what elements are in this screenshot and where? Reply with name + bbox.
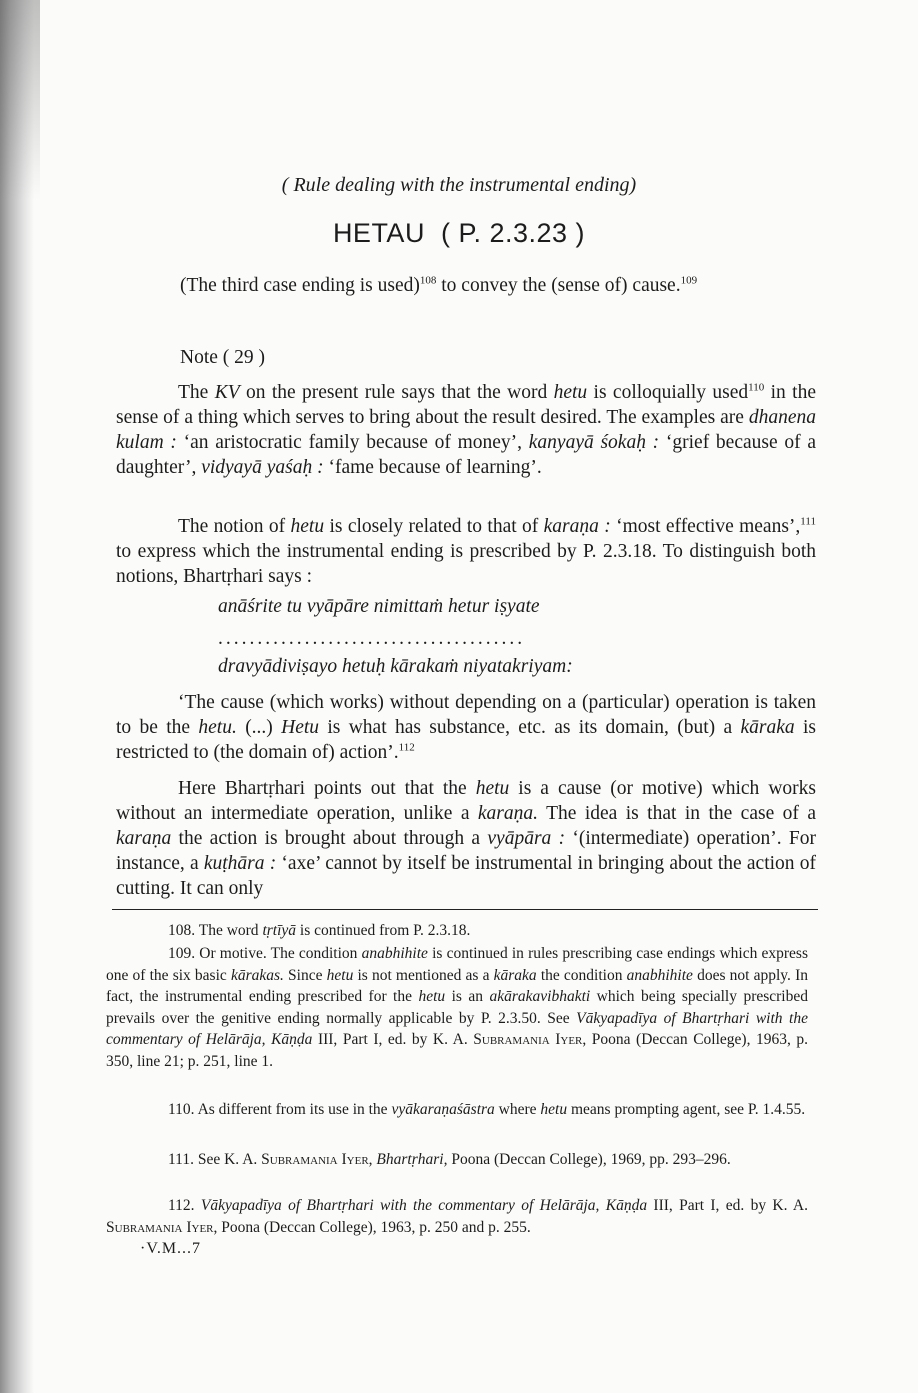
text: the action is brought about through a — [171, 828, 488, 849]
footnote-ref-109: 109 — [680, 274, 698, 287]
text: is continued from P. 2.3.18. — [296, 922, 471, 939]
author-name: Subramania Iyer, — [261, 1151, 373, 1168]
emph: hetu — [418, 988, 446, 1005]
title-text: HETAU — [332, 218, 425, 248]
footnote-ref-108: 108 — [419, 274, 437, 287]
emph: akārakavibhakti — [489, 988, 591, 1005]
example: vidyayā yaśaḥ : — [201, 457, 324, 478]
rule-definition — [180, 273, 756, 298]
text: Poona (Deccan College), 1963, p. 250 and p. 255. — [217, 1218, 531, 1236]
emph: karaṇa. — [477, 803, 539, 824]
footnote-ref-112: 112 — [398, 741, 415, 754]
footnote-ref-111: 111 — [800, 515, 816, 528]
footnote-number: 111. — [168, 1151, 194, 1168]
text: means prompting agent, see P. 1.4.55. — [567, 1101, 806, 1118]
text: ‘grief because of a daughter’, — [116, 432, 816, 478]
author-name: Subramania Iyer, — [106, 1218, 218, 1236]
emph: anabhihite — [361, 945, 428, 962]
text: to express which the instrumental ending is prescribed by P. 2.3.18. To distinguish both notions, Bhartṛhari says : — [116, 541, 816, 587]
signature-mark: ·V.M...7 — [140, 1240, 202, 1257]
footnote-number: 109. — [168, 945, 196, 962]
footnote-number: 108. — [168, 922, 196, 939]
footnote-ref-110: 110 — [748, 381, 765, 394]
text: is restricted to (the domain of) action’. — [116, 717, 816, 763]
text: in the sense of a thing which serves to bring about the result desired. The examples are — [116, 382, 816, 428]
footnote-number: 112. — [168, 1197, 195, 1214]
text: ‘most effective means’, — [610, 516, 801, 537]
verse-line-1: anāśrite tu vyāpāre nimittaṁ hetur iṣyate — [218, 596, 540, 617]
emph: kāraka — [740, 717, 795, 738]
note-label: Note ( 29 ) — [180, 347, 266, 368]
text: See K. A. — [193, 1151, 262, 1168]
rule-text: (The third case ending is used) — [180, 275, 420, 296]
verse-ellipsis: ....................................... — [218, 628, 526, 649]
emph: hetu — [475, 778, 510, 799]
text: is colloquially used — [587, 382, 749, 403]
section-subtitle: ( Rule dealing with the instrumental ending) — [281, 174, 637, 196]
emph: kāraka — [493, 966, 537, 984]
emph: kārakas. — [230, 966, 284, 984]
text: The — [178, 382, 215, 403]
text: is a cause (or motive) which works without an intermediate operation, unlike a — [116, 778, 816, 824]
emph: hetu — [326, 966, 354, 984]
text: (...) — [236, 717, 282, 738]
paragraph-4 — [116, 776, 816, 901]
text: is not mentioned as a — [353, 966, 494, 984]
text: ‘an aristocratic family because of money’, — [176, 432, 529, 453]
text: Here Bhartṛhari points out that the — [178, 778, 476, 799]
text: ‘(intermediate) operation’. For instance, a — [116, 828, 816, 874]
footnote-111 — [106, 1149, 808, 1171]
footnote-number: 110. — [168, 1101, 195, 1118]
work-title: Vākyapadīya of Bhartṛhari with the commentary of Helārāja, Kāṇḍa — [194, 1197, 648, 1214]
work-title: Bhartṛhari, — [372, 1151, 448, 1168]
emph: vyākaraṇaśāstra — [391, 1101, 495, 1118]
emph: hetu — [540, 1101, 568, 1118]
verse-line-2: dravyādiviṣayo hetuḥ kārakaṁ niyatakriyam: — [218, 656, 573, 677]
emph: karaṇa : — [543, 516, 611, 537]
emph: vyāpāra : — [487, 828, 566, 849]
example: kanyayā śokaḥ : — [528, 432, 660, 453]
text: is closely related to that of — [324, 516, 544, 537]
rule-text: to convey the (sense of) cause. — [436, 275, 681, 296]
text: III, Part I, ed. by K. A. — [312, 1031, 474, 1048]
text: which being specially prescribed prevails over the genitive ending normally applicable by P. 2.3.50. See — [106, 988, 808, 1027]
footnote-divider — [112, 909, 818, 910]
text: Poona (Deccan College), 1969, pp. 293–296. — [447, 1151, 731, 1168]
text: As different from its use in the — [194, 1101, 392, 1118]
emph: karaṇa — [116, 828, 172, 849]
text: is what has substance, etc. as its domain, (but) a — [319, 717, 741, 738]
author-name: Subramania Iyer, — [473, 1031, 587, 1048]
text: The word — [195, 922, 263, 939]
emph: Vākyapadīya of Bhartṛhari with the commentary of Helārāja, Kāṇḍa — [106, 1009, 808, 1048]
text: ‘axe’ cannot by itself be instrumental in bringing about the action of cutting. It can only — [116, 853, 816, 899]
emph: Hetu — [281, 717, 320, 738]
text: ‘The cause (which works) without depending on a (particular) operation is taken to be the — [116, 692, 816, 738]
paragraph-3 — [116, 690, 816, 765]
text: the condition — [536, 966, 627, 984]
rule-reference: ( P. 2.3.23 ) — [440, 218, 586, 248]
text: The idea is that in the case of a — [538, 803, 816, 824]
text: The notion of — [178, 516, 291, 537]
text: where — [494, 1101, 541, 1118]
footnote-108 — [106, 920, 808, 942]
paragraph-1 — [116, 380, 816, 480]
example: dhanena kulam : — [116, 407, 816, 453]
emph: kuṭhāra : — [203, 853, 277, 874]
text: does not apply. In fact, the instrumental ending prescribed for the — [106, 966, 808, 1005]
emph: anabhihite — [626, 966, 693, 984]
emph: hetu. — [198, 717, 237, 738]
emph: tṛtīyā — [262, 922, 297, 939]
paragraph-2 — [116, 514, 816, 589]
text: Or motive. The condition — [195, 945, 362, 962]
text: Poona (Deccan College), 1963, p. 350, line 21; p. 251, line 1. — [106, 1031, 808, 1070]
footnote-110 — [106, 1099, 808, 1121]
text: on the present rule says that the word — [239, 382, 554, 403]
emph: KV — [214, 382, 240, 403]
page-title — [0, 218, 918, 249]
text: is continued in rules prescribing case endings which express one of the six basic — [106, 945, 808, 984]
text: is an — [445, 988, 490, 1005]
text: Since — [283, 966, 327, 984]
emph: hetu — [290, 516, 325, 537]
emph: hetu — [553, 382, 588, 403]
text: III, Part I, ed. by K. A. — [647, 1197, 808, 1214]
footnote-109 — [106, 943, 808, 1072]
footnote-112 — [106, 1195, 808, 1238]
text: ‘fame because of learning’. — [323, 457, 542, 478]
